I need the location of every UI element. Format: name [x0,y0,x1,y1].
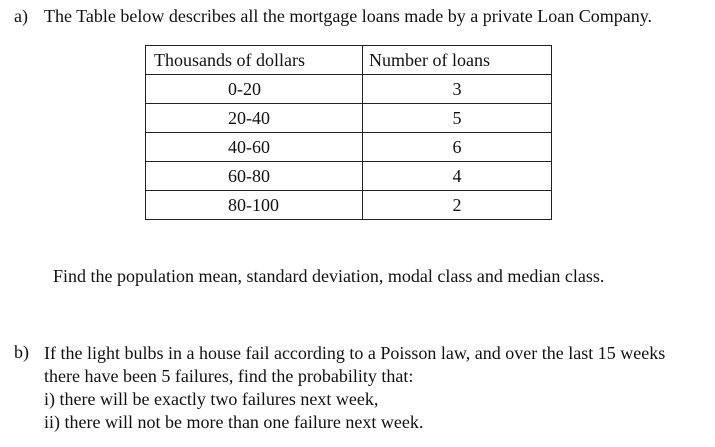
cell-interval: 80-100 [146,191,363,220]
table-row [146,104,552,133]
cell-count: 4 [363,162,552,191]
cell-interval: 60-80 [146,162,363,191]
cell-count: 6 [363,133,552,162]
header-number-of-loans: Number of loans [363,46,552,75]
table-row [146,133,552,162]
cell-interval: 40-60 [146,133,363,162]
cell-count: 3 [363,75,552,104]
question-b-part-i: i) there will be exactly two failures next week, [44,389,379,409]
question-a-text: The Table below describes all the mortgage loans made by a private Loan Company. [44,6,653,26]
cell-interval: 0-20 [146,75,363,104]
table-row [146,191,552,220]
question-b-line: there have been 5 failures, find the probability that: [44,366,414,386]
question-b-body [44,342,665,434]
cell-count: 5 [363,104,552,133]
loans-table [145,45,552,220]
table-row [146,75,552,104]
question-b-label: b) [14,342,29,362]
table-row [146,162,552,191]
table-header-row [146,46,552,75]
cell-interval: 20-40 [146,104,363,133]
question-a-label: a) [14,6,28,26]
question-b-part-ii: ii) there will not be more than one failure next week. [44,412,424,432]
question-b-line: If the light bulbs in a house fail according to a Poisson law, and over the last 15 weeks [44,343,666,363]
header-thousands-of-dollars: Thousands of dollars [146,46,363,75]
cell-count: 2 [363,191,552,220]
question-a-instruction: Find the population mean, standard deviation, modal class and median class. [53,266,605,286]
